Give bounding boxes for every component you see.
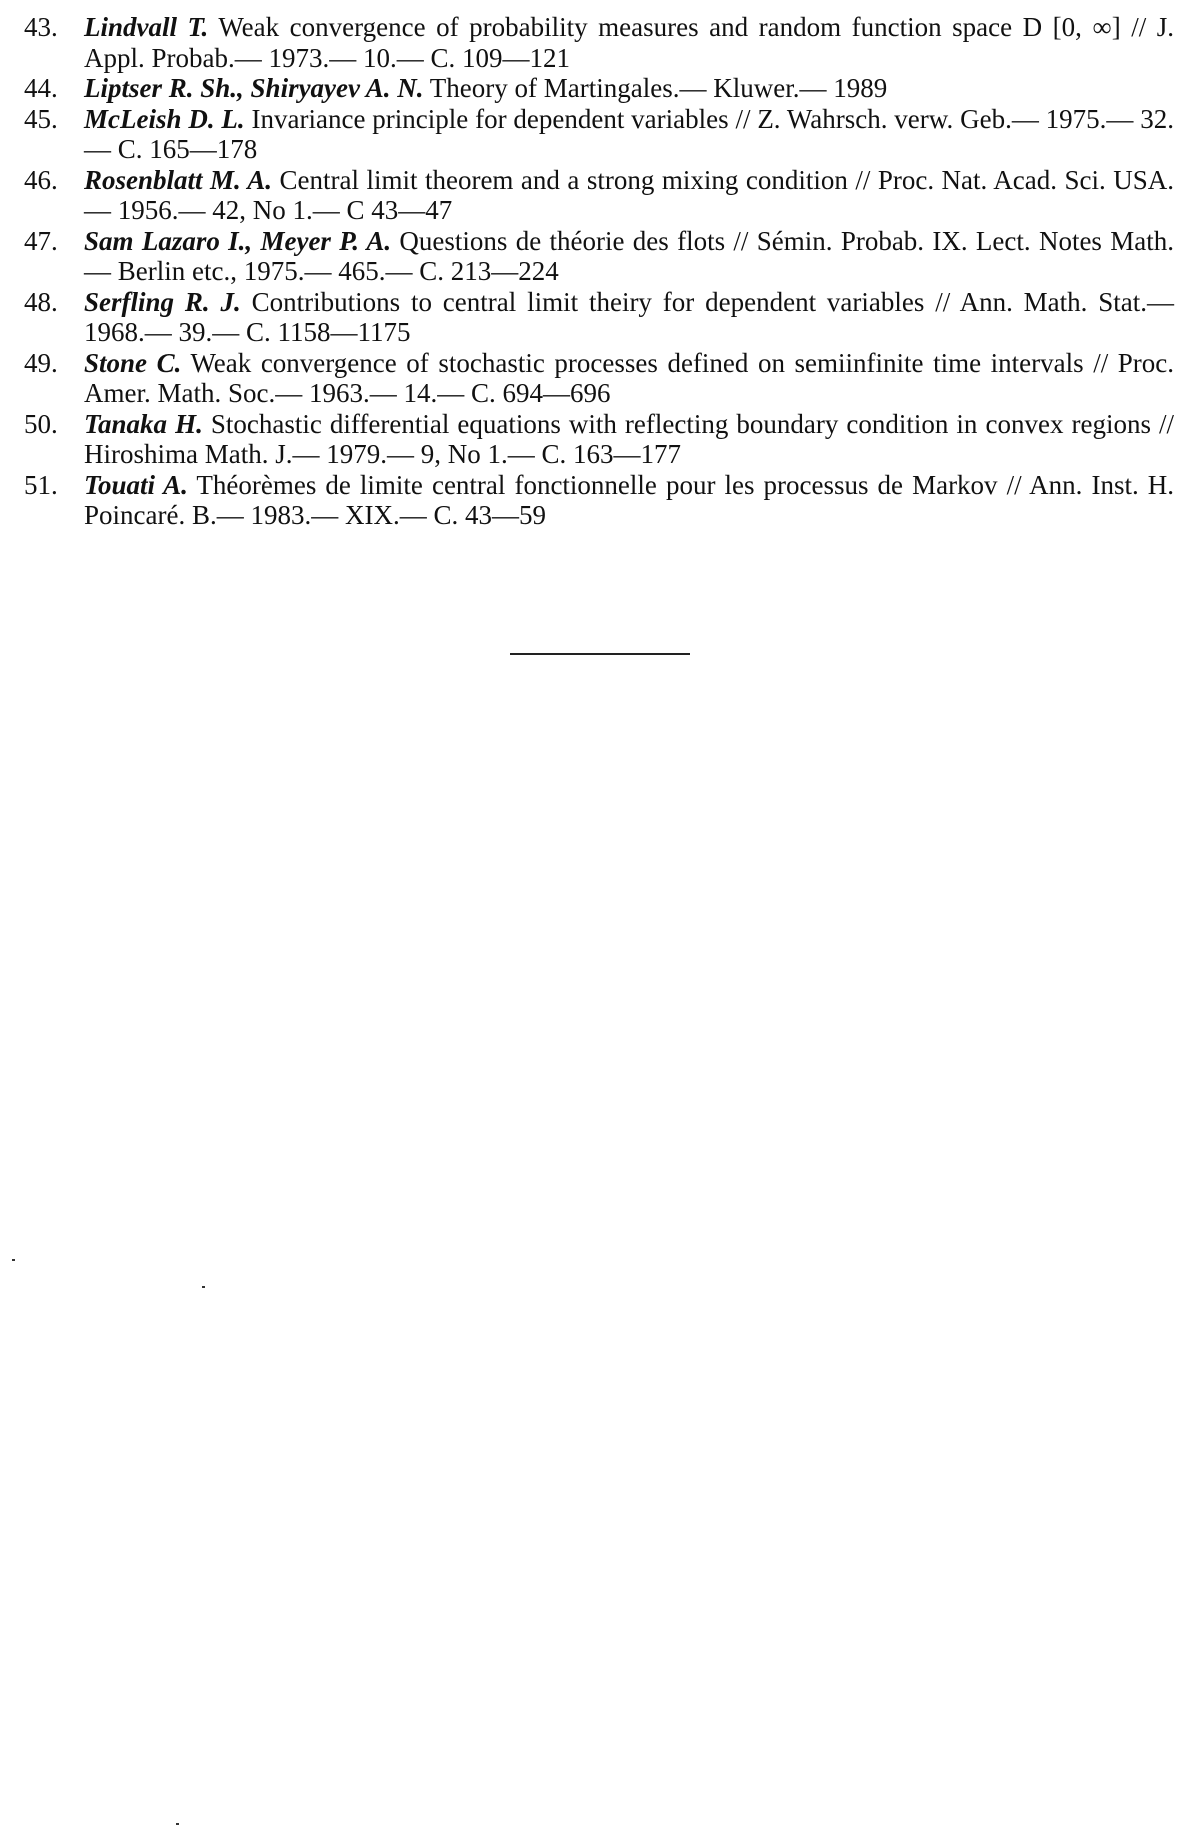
reference-text: Theory of Martingales.— Kluwer.— 1989 bbox=[429, 73, 888, 103]
reference-number: 46. bbox=[24, 164, 58, 195]
reference-item bbox=[24, 73, 1174, 104]
reference-number: 50. bbox=[24, 408, 58, 439]
reference-text: Weak convergence of probability measures and random function space D [0, ∞] // J. Appl. Probab.— 1973.— 10.— C. 109—121 bbox=[84, 12, 1175, 73]
reference-authors: Touati A. bbox=[84, 469, 188, 500]
reference-item bbox=[24, 104, 1174, 165]
reference-item bbox=[24, 12, 1174, 73]
scan-speck bbox=[12, 1259, 15, 1261]
reference-text: Théorèmes de limite central fonctionnelle pour les processus de Markov // Ann. Inst. H. Poincaré. B.— 1983.— XIX.— C. 43—59 bbox=[84, 469, 1174, 530]
reference-item bbox=[24, 409, 1174, 470]
reference-number: 51. bbox=[24, 469, 58, 500]
reference-item bbox=[24, 287, 1174, 348]
reference-item bbox=[24, 226, 1174, 287]
reference-authors: Serfling R. J. bbox=[84, 286, 241, 317]
reference-text: Stochastic differential equations with reflecting boundary condition in convex regions // Hiroshima Math. J.— 1979.— 9, No 1.— C. 163—177 bbox=[84, 408, 1174, 469]
reference-authors: Sam Lazaro I., Meyer P. A. bbox=[84, 225, 392, 256]
reference-item bbox=[24, 470, 1174, 531]
reference-list bbox=[24, 12, 1174, 531]
reference-authors: McLeish D. L. bbox=[84, 103, 245, 134]
reference-number: 43. bbox=[24, 12, 58, 42]
reference-item bbox=[24, 165, 1174, 226]
reference-authors: Rosenblatt M. A. bbox=[84, 164, 273, 195]
reference-number: 44. bbox=[24, 73, 58, 103]
reference-authors: Liptser R. Sh., Shiryayev A. N. bbox=[84, 73, 424, 103]
reference-text: Questions de théorie des flots // Sémin. Probab. IX. Lect. Notes Math.— Berlin etc., 1975.— 465.— C. 213—224 bbox=[84, 225, 1175, 286]
reference-authors: Stone C. bbox=[84, 347, 182, 378]
reference-text: Contributions to central limit theiry for dependent variables // Ann. Math. Stat.— 1968.— 39.— C. 1158—1175 bbox=[84, 286, 1175, 347]
scan-speck bbox=[202, 1286, 205, 1288]
reference-authors: Tanaka H. bbox=[84, 408, 203, 439]
reference-number: 47. bbox=[24, 225, 58, 256]
section-separator bbox=[510, 653, 690, 655]
reference-authors: Lindvall T. bbox=[84, 12, 209, 42]
reference-number: 49. bbox=[24, 347, 58, 378]
reference-text: Weak convergence of stochastic processes defined on semiinfinite time intervals // Proc. Amer. Math. Soc.— 1963.— 14.— C. 694—696 bbox=[84, 347, 1175, 408]
reference-item bbox=[24, 348, 1174, 409]
reference-number: 45. bbox=[24, 103, 58, 134]
scan-speck bbox=[176, 1823, 179, 1825]
reference-number: 48. bbox=[24, 286, 58, 317]
reference-text: Invariance principle for dependent variables // Z. Wahrsch. verw. Geb.— 1975.— 32.— C. 165—178 bbox=[84, 103, 1175, 164]
reference-text: Central limit theorem and a strong mixing condition // Proc. Nat. Acad. Sci. USA.— 1956.— 42, No 1.— C 43—47 bbox=[84, 164, 1174, 225]
